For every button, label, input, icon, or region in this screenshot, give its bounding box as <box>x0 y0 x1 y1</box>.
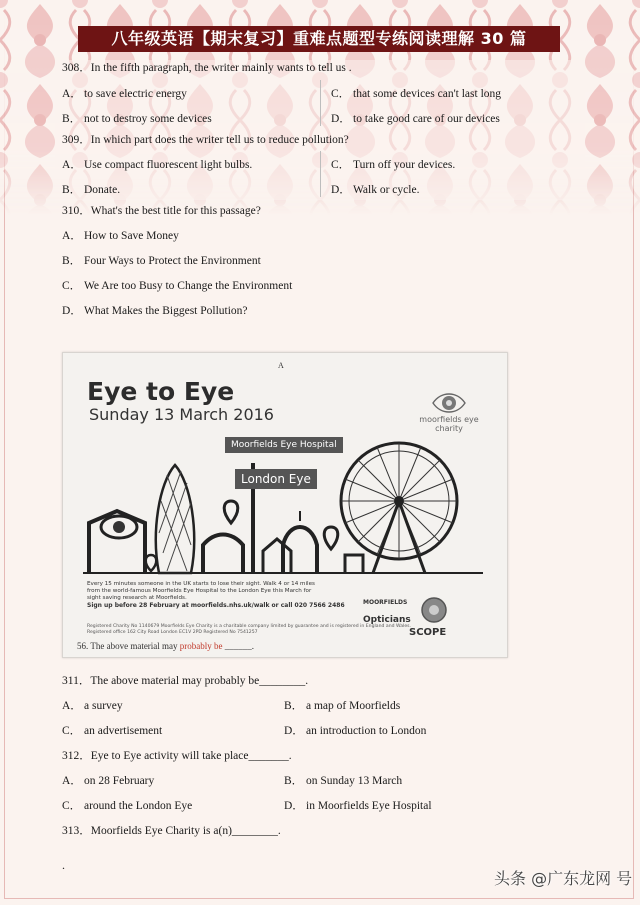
sponsor-scope: SCOPE <box>409 627 447 638</box>
option-text: on 28 February <box>84 775 155 787</box>
option-letter: D． <box>284 800 304 812</box>
question-311-option-a <box>62 697 123 713</box>
question-308-option-c <box>331 85 501 101</box>
option-letter: C． <box>62 725 82 737</box>
question-309-option-b <box>62 181 120 197</box>
option-text: in Moorfields Eye Hospital <box>306 800 432 812</box>
q56-blank: ______. <box>222 641 255 651</box>
option-letter: A． <box>62 700 82 712</box>
advert-date: Sunday 13 March 2016 <box>89 405 274 424</box>
option-letter: A． <box>62 230 82 242</box>
question-313-stem: 313．Moorfields Eye Charity is a(n)________. <box>62 825 281 837</box>
column-divider <box>320 151 321 197</box>
question-309-option-a <box>62 156 252 172</box>
question-309-stem: 309．In which part does the writer tell us to reduce pollution? <box>62 134 349 146</box>
advert-registration-text: Registered Charity No 1140679 Moorfields Eye Charity is a charitable company limited by guarantee and is registered in England and Wales. Registered office 162 City Road London EC1V 2PD Registered No 7541257 <box>87 624 411 635</box>
option-letter: A． <box>62 88 82 100</box>
question-308-option-a <box>62 85 187 101</box>
question-312-option-d <box>284 797 432 813</box>
option-text: What Makes the Biggest Pollution? <box>84 305 248 317</box>
option-text: to save electric energy <box>84 88 187 100</box>
advert-body-line: sight saving research at Moorfields. <box>87 595 187 601</box>
question-308-stem: 308．In the fifth paragraph, the writer mainly wants to tell us . <box>62 62 352 74</box>
scope-logo-icon <box>419 595 449 625</box>
question-311-option-d <box>284 722 426 738</box>
option-text: Turn off your devices. <box>353 159 456 171</box>
option-text: that some devices can't last long <box>353 88 502 100</box>
advert-title: Eye to Eye <box>87 377 235 406</box>
option-letter: D． <box>62 305 82 317</box>
question-309-option-d <box>331 181 419 197</box>
option-letter: D． <box>284 725 304 737</box>
question-311-option-c <box>62 722 162 738</box>
question-309-option-c <box>331 156 455 172</box>
advert-body-line: Every 15 minutes someone in the UK starts to lose their sight. Walk 4 or 14 miles <box>87 581 315 587</box>
option-text: an introduction to London <box>306 725 427 737</box>
option-text: Four Ways to Protect the Environment <box>84 255 261 267</box>
option-letter: B． <box>284 700 304 712</box>
option-text: on Sunday 13 March <box>306 775 403 787</box>
advert-signup-line: Sign up before 28 February at moorfields.nhs.uk/walk or call 020 7566 2486 <box>87 602 345 609</box>
option-text: not to destroy some devices <box>84 113 212 125</box>
sponsor-opticians: Opticians <box>363 615 411 625</box>
advertisement-image <box>62 352 508 658</box>
source-watermark: 头条 @广东龙网 号 <box>494 869 633 888</box>
question-312-option-b <box>284 772 402 788</box>
option-letter: C． <box>331 159 351 171</box>
option-letter: A． <box>62 159 82 171</box>
question-312-option-a <box>62 772 154 788</box>
question-312-stem: 312．Eye to Eye activity will take place_______. <box>62 750 292 762</box>
option-text: Use compact fluorescent light bulbs. <box>84 159 253 171</box>
option-text: a survey <box>84 700 123 712</box>
option-letter: C． <box>331 88 351 100</box>
option-letter: C． <box>62 800 82 812</box>
question-308-option-b <box>62 110 212 126</box>
option-text: an advertisement <box>84 725 163 737</box>
sign-london-eye: London Eye <box>235 469 317 489</box>
option-letter: D． <box>331 113 351 125</box>
column-divider <box>320 80 321 126</box>
option-text: Donate. <box>84 184 121 196</box>
option-letter: B． <box>62 184 82 196</box>
option-text: We Are too Busy to Change the Environment <box>84 280 293 292</box>
advert-question-56 <box>77 641 254 651</box>
stray-dot: . <box>62 858 65 872</box>
option-text: a map of Moorfields <box>306 700 401 712</box>
option-letter: C． <box>62 280 82 292</box>
option-text: Walk or cycle. <box>353 184 420 196</box>
question-311-option-b <box>284 697 400 713</box>
eye-logo-icon <box>431 389 467 417</box>
option-text: How to Save Money <box>84 230 179 242</box>
sponsor-moorfields: MOORFIELDS <box>363 599 408 606</box>
q56-red-text: probably be <box>179 641 223 651</box>
question-312-option-c <box>62 797 192 813</box>
question-310-option-d <box>62 302 248 318</box>
option-text: around the London Eye <box>84 800 193 812</box>
page-header-title: 八年级英语【期末复习】重难点题型专练阅读理解 30 篇 <box>78 26 560 52</box>
q56-text: 56. The above material may <box>77 641 180 651</box>
advert-body-line: from the world-famous Moorfields Eye Hospital to the London Eye this March for <box>87 588 312 594</box>
advert-body-text <box>87 581 387 610</box>
sign-moorfields-eye-hospital: Moorfields Eye Hospital <box>225 437 343 453</box>
question-310-option-b <box>62 252 261 268</box>
option-letter: B． <box>62 113 82 125</box>
charity-logo-text: moorfields eye charity <box>419 415 479 433</box>
question-310-option-c <box>62 277 292 293</box>
question-310-stem: 310．What's the best title for this passage? <box>62 205 261 217</box>
option-text: to take good care of our devices <box>353 113 500 125</box>
question-311-stem: 311．The above material may probably be________. <box>62 675 309 687</box>
section-letter: A <box>278 361 284 370</box>
option-letter: A． <box>62 775 82 787</box>
option-letter: B． <box>62 255 82 267</box>
question-310-option-a <box>62 227 179 243</box>
question-308-option-d <box>331 110 500 126</box>
option-letter: B． <box>284 775 304 787</box>
option-letter: D． <box>331 184 351 196</box>
